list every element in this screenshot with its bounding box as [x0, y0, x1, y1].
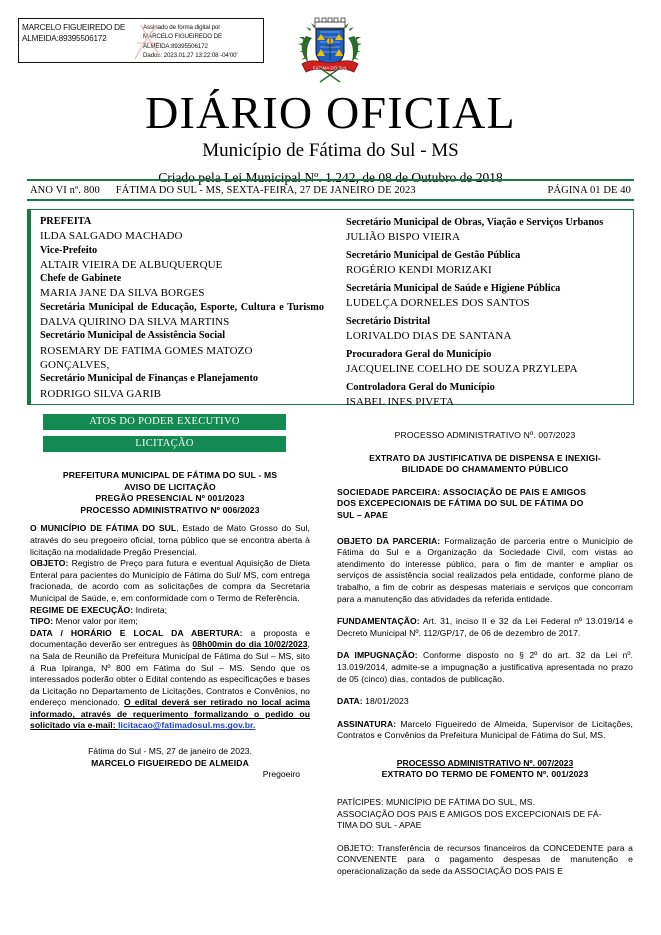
fundamentacao-paragraph	[337, 616, 633, 639]
objeto-parceria-paragraph	[337, 536, 633, 606]
official-name: JACQUELINE COELHO DE SOUZA PRZYLEPA	[346, 363, 578, 375]
official-role: Secretário Municipal de Obras, Viação e Serviços Urbanos	[346, 217, 604, 228]
objeto-fomento-paragraph	[337, 843, 633, 878]
page-title: DIÁRIO OFICIAL	[145, 87, 516, 138]
official-role: Secretária Municipal de Educação, Esporte, Cultura e Turismo	[40, 301, 324, 313]
left-content-column	[30, 470, 310, 781]
official-role: Secretário Distrital	[346, 316, 431, 327]
data-horario-text-1: a proposta e documentação deverão ser entregues às	[30, 627, 310, 650]
municipal-coat-of-arms-icon	[296, 16, 364, 90]
data-horario-paragraph	[30, 628, 310, 732]
official-role: Secretário Municipal de Gestão Pública	[346, 250, 521, 261]
extrato-justificativa-line-1: EXTRATO DA JUSTIFICATIVA DE DISPENSA E INEXIGI-	[369, 452, 601, 463]
signature-signer-role: Pregoeiro	[262, 769, 300, 780]
data-horario-text-2: , na Sala de Reunião da Prefeitura Municipal de Fátima do Sul – MS, sito á Rua Ipiranga, Nº 800 em Fátima do Sul – MS. Sendo que os interessados poderão obter o Edital contendo as especificações e bases da Licitação no Departamento de Licitações, Contratos e Convênios, no endereço mencionado.	[30, 639, 310, 708]
processo-administrativo-header: PROCESSO ADMINISTRATIVO Nº. 007/2023	[394, 430, 576, 440]
intro-rest: , Estado de Mato Grosso do Sul, através do seu pregoeiro oficial, torna público que se encontra aberta à licitação na modalidade Pregão Presencial.	[30, 523, 310, 557]
official-name: LORIVALDO DIAS DE SANTANA	[346, 330, 512, 342]
licitacao-heading-4: PROCESSO ADMINISTRATIVO Nº 006/2023	[80, 504, 260, 515]
official-name: JULIÃO BISPO VIEIRA	[346, 231, 461, 243]
sociedade-parceira-line-1: SOCIEDADE PARCEIRA: ASSOCIAÇÃO DE PAIS E AMIGOS	[337, 486, 587, 497]
official-role: Secretária Municipal de Saúde e Higiene Pública	[346, 283, 561, 294]
regime-label: REGIME DE EXECUÇÃO:	[30, 604, 134, 615]
official-role: PREFEITA	[40, 216, 92, 227]
masthead	[0, 88, 661, 187]
spacer	[337, 742, 633, 758]
fundamentacao-text: Art. 31, inciso II e 32 da Lei Federal nº 13.019/14 e Decreto Municipal Nº. 112/GP/17, de 06 de dezembro de 2017.	[337, 616, 633, 638]
tipo-paragraph	[30, 616, 310, 628]
svg-text:FÁTIMA DO SUL: FÁTIMA DO SUL	[312, 65, 348, 71]
official-name: LUDELÇA DORNELES DOS SANTOS	[346, 297, 530, 309]
sociedade-parceira-line-2: DOS EXCEPECIONAIS DE FÁTIMA DO SUL DE FÁTIMA DO	[337, 498, 584, 509]
official-name: ROGÉRIO KENDI MORIZAKI	[346, 264, 492, 276]
impugnacao-text: Conforme disposto no § 2º do art. 32 da Lei nº. 13.019/2014, admite-se a impugnação a justificativa apresentada no prazo de 05 (cinco) dias, contados de publicação.	[337, 650, 633, 684]
signature-details	[139, 19, 263, 62]
objeto-fomento-text: Transferência de recursos financeiros da CONCEDENTE para a CONVENENTE para o pagamento despesas de manutenção e operacionalização da sede da ASSOCIAÇÃO DOS PAIS E	[337, 842, 633, 877]
tipo-label: TIPO:	[30, 616, 54, 627]
official-role: Vice-Prefeito	[40, 244, 98, 256]
masthead-law-reference: Criado pela Lei Municipal Nº. 1.242, de 08 de Outubro de 2018	[158, 170, 503, 185]
issue-place-date: FÁTIMA DO SUL - MS, SEXTA-FEIRA, 27 DE JANEIRO DE 2023	[115, 184, 416, 196]
paticipes-line-2: ASSOCIAÇÃO DOS PAIS E AMIGOS DOS EXCEPCIONAIS DE FÁ-	[337, 808, 602, 819]
official-name: ALTAIR VIEIRA DE ALBUQUERQUE	[40, 258, 223, 271]
assinatura-paragraph	[337, 719, 633, 742]
licitacao-heading-1: PREFEITURA MUNICIPAL DE FÁTIMA DO SUL - MS	[62, 470, 278, 480]
tipo-text: Menor valor por item;	[53, 616, 138, 627]
edital-retirada-underlined: O edital deverá ser retirado no local acima informado, através de requerimento formalizando o pedido ou solicitado via e-mail:	[30, 697, 310, 731]
licitacao-signature-block	[30, 746, 310, 781]
signature-signer-name: MARCELO FIGUEIREDO DE ALMEIDA	[91, 757, 249, 768]
paticipes-line-1: PATÍCIPES: MUNICÍPIO DE FÁTIMA DO SUL, MS.	[337, 797, 536, 808]
fundamentacao-label: FUNDAMENTAÇÃO:	[337, 616, 420, 627]
processo-administrativo-header-2: PROCESSO ADMINISTRATIVO Nº. 007/2023	[396, 757, 574, 768]
extrato-termo-fomento-header: EXTRATO DO TERMO DE FOMENTO Nº. 001/2023	[381, 769, 589, 780]
official-name: ISABEL INES PIVETA	[346, 396, 455, 408]
official-role: Controladora Geral do Município	[346, 382, 495, 393]
section-banner-atos-do-poder-executivo: ATOS DO PODER EXECUTIVO	[43, 414, 286, 430]
signature-detail-line-2: MARCELO FIGUEIREDO DE	[143, 33, 223, 41]
objeto-paragraph	[30, 558, 310, 604]
regime-paragraph	[30, 605, 310, 617]
signature-detail-line-3: ALMEIDA:89395506172	[143, 42, 208, 50]
data-value: 18/01/2023	[362, 696, 409, 707]
officials-column-right	[332, 215, 633, 408]
sociedade-parceira-line-3: SUL – APAE	[337, 509, 389, 520]
official-role: Procuradora Geral do Município	[346, 349, 492, 360]
official-role: Secretário Municipal de Assistência Social	[40, 330, 226, 342]
objeto-label: OBJETO:	[30, 558, 69, 569]
licitacao-heading-3: PREGÃO PRESENCIAL Nº 001/2023	[95, 493, 245, 504]
objeto-text: Registro de Preço para futura e eventual Aquisição de Dieta Enteral para pacientes do Município de Fátima do Sul/ MS, com entrega fracionada, de acordo com as solicitações de compra da Secretaria Municipal de Saúde, e, em conformidade com o Termo de Referência.	[30, 558, 310, 603]
official-name: RODRIGO SILVA GARIB	[40, 387, 162, 400]
impugnacao-paragraph	[337, 650, 633, 685]
licitacao-email-link[interactable]: licitacao@fatimadosul.ms.gov.br.	[118, 720, 256, 731]
extrato-justificativa-line-2: BILIDADE DO CHAMAMENTO PÚBLICO	[401, 464, 569, 475]
data-horario-label: DATA / HORÁRIO E LOCAL DA ABERTURA:	[30, 627, 243, 638]
official-name: MARIA JANE DA SILVA BORGES	[40, 287, 205, 300]
section-banner-licitacao: LICITAÇÃO	[43, 436, 286, 452]
right-content-column	[337, 430, 633, 878]
objeto-parceria-text: Formalização de parceria entre o Município de Fátima do Sul e a Organização da Sociedade Civil, com vistas ao atendimento do interesse público, para o fim de manter e ampliar os serviços de assistência social realizados pela entidade, conforme plano de trabalho, a fim de cobrir as despesas materiais e serviços que concorram para a manutenção das atividades da referida entidade.	[337, 535, 633, 604]
signature-place-date: Fátima do Sul - MS, 27 de janeiro de 2023.	[88, 746, 252, 757]
officials-box	[27, 209, 634, 408]
data-label: DATA:	[337, 696, 363, 707]
issue-year-number: ANO VI nº. 800	[30, 184, 100, 196]
signature-subject-name: MARCELO FIGUEIREDO DE ALMEIDA:89395506172	[22, 23, 126, 43]
licitacao-heading-2: AVISO DE LICITAÇÃO	[124, 481, 216, 492]
objeto-fomento-label: OBJETO:	[337, 842, 374, 853]
signature-detail-line-4: Dados: 2023.01.27 13:22:08 -04'00'	[143, 52, 238, 60]
assinatura-label: ASSINATURA:	[337, 718, 397, 729]
data-horario-underlined-datetime: 08h00min do dia 10/02/2023	[192, 639, 308, 650]
official-name: ROSEMARY DE FATIMA GOMES MATOZO GONÇALVES,	[40, 344, 253, 371]
licitacao-intro-paragraph	[30, 523, 310, 558]
issue-info-bar	[27, 179, 634, 201]
official-name: DALVA QUIRINO DA SILVA MARTINS	[40, 316, 230, 329]
official-name: ILDA SALGADO MACHADO	[40, 230, 183, 243]
officials-column-left	[31, 215, 332, 404]
signature-detail-line-1: Assinado de forma digital por	[143, 24, 221, 31]
paticipes-line-3: TIMA DO SUL - APAE	[337, 820, 422, 831]
issue-page-number: PÁGINA 01 DE 40	[547, 184, 631, 196]
masthead-subtitle: Município de Fátima do Sul - MS	[202, 140, 459, 161]
assinatura-text: Marcelo Figueiredo de Almeida, Supervisor de Licitações, Contratos e Convênios da Prefeitura Municipal de Fátima do Sul, MS.	[337, 718, 633, 741]
objeto-parceria-label: OBJETO DA PARCERIA:	[337, 535, 441, 546]
official-role: Chefe de Gabinete	[40, 273, 122, 285]
digital-signature-stamp	[18, 18, 264, 63]
spacer	[337, 476, 633, 487]
spacer	[337, 442, 633, 453]
impugnacao-label: DA IMPUGNAÇÃO:	[337, 650, 418, 661]
intro-bold-lead: O MUNICÍPIO DE FÁTIMA DO SUL	[30, 523, 177, 534]
data-paragraph	[337, 696, 633, 708]
official-role: Secretário Municipal de Finanças e Planejamento	[40, 373, 259, 385]
regime-text: Indireta;	[133, 604, 168, 615]
